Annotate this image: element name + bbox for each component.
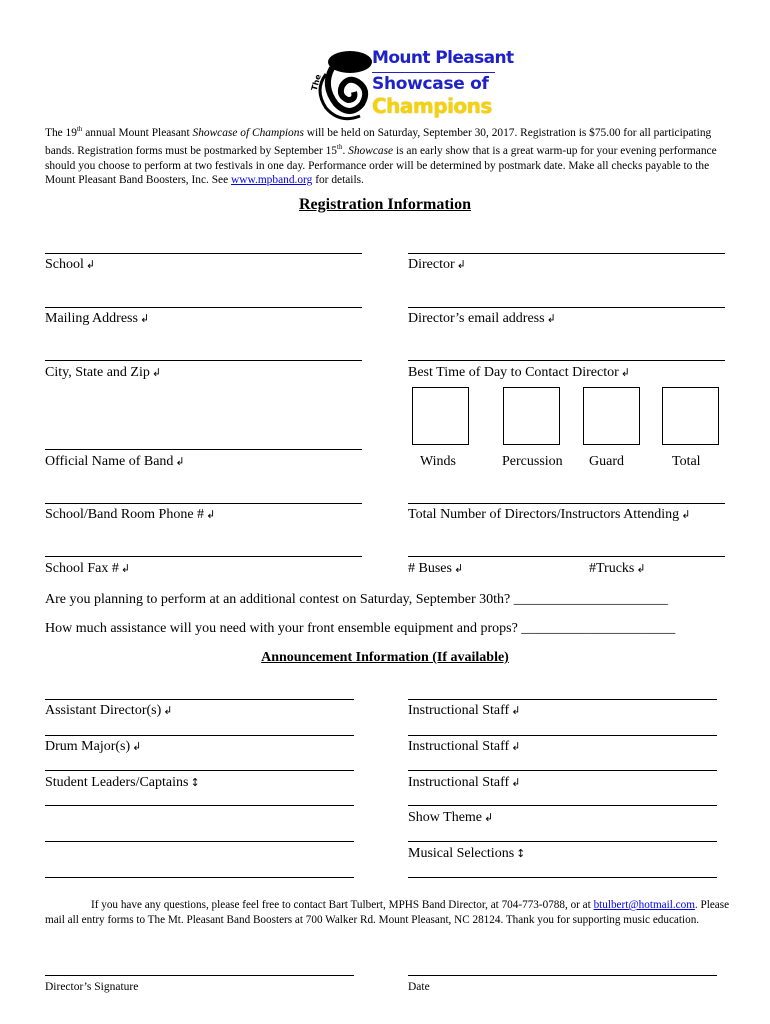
- phone-label: School/Band Room Phone # ↲: [45, 507, 216, 522]
- footer-text-1: If you have any questions, please feel free to contact Bart Tulbert, MPHS Band Director, at 704-773-0788, or at: [91, 899, 594, 911]
- return-icon: ↲: [132, 740, 142, 753]
- director-signature-label: Director’s Signature: [45, 981, 139, 993]
- logo-line-3: Champions: [372, 94, 492, 118]
- best-time-field[interactable]: [408, 360, 725, 361]
- assistant-directors-label: Assistant Director(s) ↲: [45, 703, 173, 718]
- band-name-label: Official Name of Band ↲: [45, 454, 185, 469]
- assistant-directors-field[interactable]: [45, 699, 354, 700]
- return-icon: ↲: [681, 508, 691, 521]
- return-icon: ↲: [484, 811, 494, 824]
- logo-line-2: Showcase of: [372, 74, 489, 94]
- school-field[interactable]: [45, 253, 362, 254]
- total-directors-field[interactable]: [408, 503, 725, 504]
- total-count-box[interactable]: [662, 387, 719, 445]
- trucks-label: #Trucks ↲: [589, 561, 646, 576]
- instructional-staff-field-2[interactable]: [408, 735, 717, 736]
- guard-label: Guard: [589, 454, 624, 469]
- date-field[interactable]: [408, 975, 717, 976]
- return-icon: ↲: [206, 508, 216, 521]
- intro-paragraph: [45, 122, 735, 188]
- logo-line-1: Mount Pleasant: [372, 48, 514, 68]
- return-icon: ↲: [139, 312, 150, 325]
- intro-text-4: will be held on Saturday, September 30, 2017. Registration is $75.00 for all participating bands. Registration forms must be postmarked by September 15: [45, 126, 712, 158]
- return-icon: ↲: [85, 258, 96, 271]
- additional-contest-question[interactable]: Are you planning to perform at an additional contest on Saturday, September 30th? ______________________: [45, 592, 668, 607]
- logo-side-text: The: [309, 73, 323, 92]
- winds-count-box[interactable]: [412, 387, 469, 445]
- announcement-heading: Announcement Information (If available): [261, 650, 509, 665]
- intro-text-2: annual Mount Pleasant: [82, 126, 193, 139]
- total-directors-label: Total Number of Directors/Instructors Attending ↲: [408, 507, 691, 522]
- logo-rule: [372, 72, 495, 73]
- return-icon: ↲: [175, 455, 185, 468]
- front-ensemble-question[interactable]: How much assistance will you need with your front ensemble equipment and props? ______________________: [45, 621, 676, 636]
- return-icon: ↲: [511, 704, 521, 717]
- logo: [309, 46, 514, 122]
- date-label: Date: [408, 981, 430, 993]
- musical-selections-field[interactable]: [408, 841, 717, 842]
- best-time-label: Best Time of Day to Contact Director ↲: [408, 365, 630, 380]
- registration-heading: Registration Information: [299, 196, 471, 213]
- show-theme-label: Show Theme ↲: [408, 810, 494, 825]
- buses-trucks-field[interactable]: [408, 556, 725, 557]
- intro-text-8: for details.: [312, 174, 364, 187]
- return-icon: ↲: [636, 562, 646, 575]
- show-theme-field[interactable]: [408, 805, 717, 806]
- return-icon: ↲: [511, 740, 521, 753]
- drum-majors-field[interactable]: [45, 735, 354, 736]
- updown-icon: ↕: [190, 776, 200, 789]
- updown-icon: ↕: [516, 847, 526, 860]
- city-state-zip-field[interactable]: [45, 360, 362, 361]
- student-leaders-line-2[interactable]: [45, 805, 354, 806]
- director-label: Director ↲: [408, 257, 466, 272]
- school-label: School ↲: [45, 257, 96, 272]
- band-name-field[interactable]: [45, 449, 362, 450]
- footer-paragraph: [45, 898, 735, 927]
- email-link[interactable]: btulbert@hotmail.com: [593, 899, 695, 911]
- return-icon: ↲: [546, 312, 556, 325]
- student-leaders-line-4[interactable]: [45, 877, 354, 878]
- instructional-staff-label-2: Instructional Staff ↲: [408, 739, 521, 754]
- return-icon: ↲: [511, 776, 521, 789]
- intro-text-7: is an early show that is a great warm-up for your evening performance should you choose to perform at two festivals in one day. Performance order will be determined by postmark date. Make all checks payable to the Mount Pleasant Band Boosters, Inc. See: [45, 145, 717, 187]
- instructional-staff-field-1[interactable]: [408, 699, 717, 700]
- fax-label: School Fax # ↲: [45, 561, 131, 576]
- buses-label: # Buses ↲: [408, 561, 464, 576]
- intro-sup-1: th: [76, 125, 83, 133]
- instructional-staff-label-3: Instructional Staff ↲: [408, 775, 521, 790]
- website-link[interactable]: www.mpband.org: [231, 174, 313, 187]
- student-leaders-line-3[interactable]: [45, 841, 354, 842]
- director-field[interactable]: [408, 253, 725, 254]
- director-email-label: Director’s email address ↲: [408, 311, 556, 326]
- intro-text-1: The 19: [45, 126, 77, 139]
- city-state-zip-label: City, State and Zip ↲: [45, 365, 162, 380]
- student-leaders-field[interactable]: [45, 770, 354, 771]
- director-signature-field[interactable]: [45, 975, 354, 976]
- return-icon: ↲: [163, 704, 173, 717]
- total-label: Total: [672, 454, 701, 469]
- return-icon: ↲: [120, 562, 131, 575]
- return-icon: ↲: [453, 562, 464, 575]
- winds-label: Winds: [420, 454, 456, 469]
- instructional-staff-label-1: Instructional Staff ↲: [408, 703, 521, 718]
- director-email-field[interactable]: [408, 307, 725, 308]
- musical-selections-line-2[interactable]: [408, 877, 717, 878]
- student-leaders-label: Student Leaders/Captains ↕: [45, 775, 200, 790]
- return-icon: ↲: [620, 366, 630, 379]
- intro-event-name: Showcase of Champions: [192, 126, 304, 139]
- percussion-label: Percussion: [502, 454, 563, 469]
- intro-sup-2: th: [337, 143, 343, 152]
- percussion-count-box[interactable]: [503, 387, 560, 445]
- phone-field[interactable]: [45, 503, 362, 504]
- footer-text-2: . Please mail all entry forms to The Mt. Pleasant Band Boosters at 700 Walker Rd. Mount Pleasant, NC 28124. Thank you for supporting music education.: [45, 899, 730, 926]
- drum-majors-label: Drum Major(s) ↲: [45, 739, 142, 754]
- intro-text-5: .: [342, 145, 349, 158]
- return-icon: ↲: [151, 366, 162, 379]
- guard-count-box[interactable]: [583, 387, 640, 445]
- mailing-address-field[interactable]: [45, 307, 362, 308]
- fax-field[interactable]: [45, 556, 362, 557]
- return-icon: ↲: [456, 258, 466, 271]
- mailing-address-label: Mailing Address ↲: [45, 311, 150, 326]
- intro-showcase: Showcase: [348, 145, 394, 158]
- instructional-staff-field-3[interactable]: [408, 770, 717, 771]
- musical-selections-label: Musical Selections ↕: [408, 846, 526, 861]
